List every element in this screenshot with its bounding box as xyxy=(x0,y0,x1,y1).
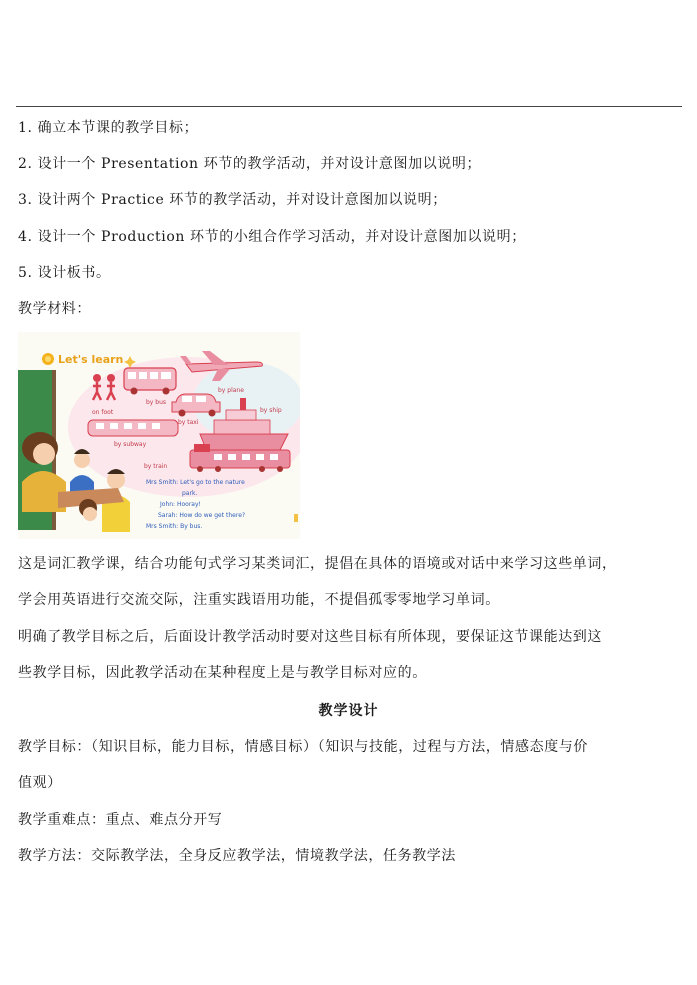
design-key-points: 教学重难点：重点、难点分开写 xyxy=(18,812,223,828)
design-methods: 教学方法：交际教学法，全身反应教学法，情境教学法，任务教学法 xyxy=(18,848,456,864)
vehicle-label-bus: by bus xyxy=(146,399,167,406)
vehicle-label-plane: by plane xyxy=(218,387,244,394)
sun-icon xyxy=(42,353,54,365)
analysis-line-3: 明确了教学目标之后，后面设计教学活动时要对这些目标有所体现，要保证这节课能达到这 xyxy=(18,629,602,645)
task-item-5: 5. 设计板书。 xyxy=(18,265,111,281)
analysis-line-2: 学会用英语进行交流交际，注重实践语用功能，不提倡孤零零地学习单词。 xyxy=(18,592,500,608)
materials-label: 教学材料： xyxy=(18,301,91,317)
vehicle-label-ship: by ship xyxy=(260,407,282,414)
analysis-line-4: 些教学目标，因此教学活动在某种程度上是与教学目标对应的。 xyxy=(18,665,427,681)
textbook-heading: Let's learn xyxy=(58,353,124,366)
top-divider xyxy=(16,106,682,107)
vehicle-label-train: by train xyxy=(144,463,168,470)
design-goals-line-1: 教学目标：（知识目标，能力目标，情感目标）（知识与技能，过程与方法，情感态度与价 xyxy=(18,739,588,755)
textbook-illustration xyxy=(18,332,300,539)
dialogue-line-3: John: Hooray! xyxy=(160,501,201,508)
dialogue-line-4: Sarah: How do we get there? xyxy=(158,512,246,519)
vehicle-label-foot: on foot xyxy=(92,409,114,416)
task-item-2: 2. 设计一个 Presentation 环节的教学活动，并对设计意图加以说明； xyxy=(18,156,482,172)
subway-icon xyxy=(88,420,178,436)
design-title: 教学设计 xyxy=(318,703,379,719)
analysis-line-1: 这是词汇教学课，结合功能句式学习某类词汇，提倡在具体的语境或对话中来学习这些单词， xyxy=(18,556,617,572)
bus-icon xyxy=(124,368,176,395)
task-item-3: 3. 设计两个 Practice 环节的教学活动，并对设计意图加以说明； xyxy=(18,192,447,208)
task-item-1: 1. 确立本节课的教学目标； xyxy=(18,120,199,136)
design-goals-line-2: 值观） xyxy=(18,775,62,791)
textbook-illustration-svg xyxy=(18,332,300,539)
dialogue-line-1: Mrs Smith: Let's go to the nature xyxy=(146,479,245,486)
vehicle-label-subway: by subway xyxy=(114,441,147,448)
dialogue-line-5: Mrs Smith: By bus. xyxy=(146,523,203,530)
task-item-4: 4. 设计一个 Production 环节的小组合作学习活动，并对设计意图加以说明； xyxy=(18,229,526,245)
vehicle-label-taxi: by taxi xyxy=(178,419,199,426)
dialogue-line-2: park. xyxy=(182,490,198,497)
